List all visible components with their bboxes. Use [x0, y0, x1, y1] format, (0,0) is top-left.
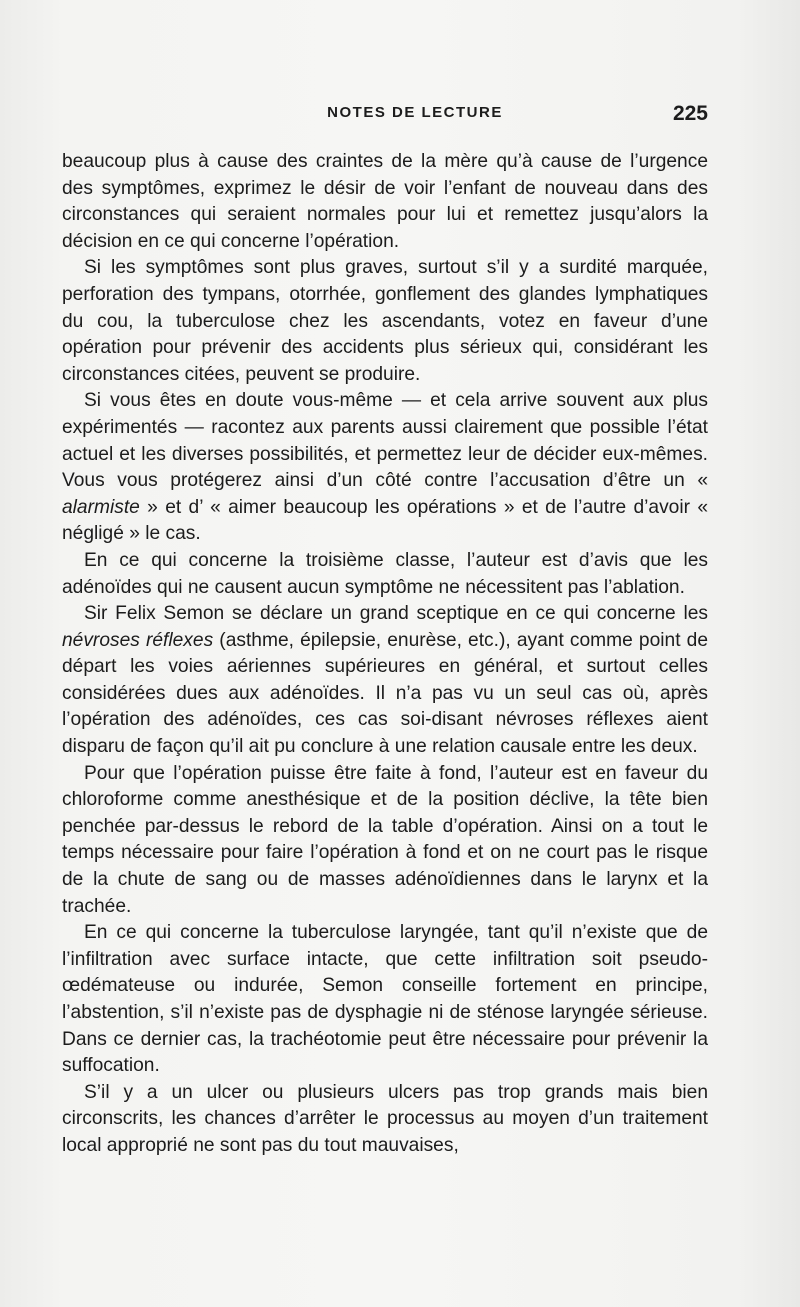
- running-title: NOTES DE LECTURE: [327, 104, 503, 121]
- paragraph: [62, 388, 708, 548]
- paragraph: Si les symptômes sont plus graves, surtout s’il y a surdité marquée, perforation des tympans, otorrhée, gonflement des glandes lymphatiques du cou, la tuberculose chez les ascendants, votez en faveur d’une opération pour prévenir des accidents plus sérieux qui, considérant les circonstances citées, peuvent se produire.: [62, 257, 708, 385]
- body-text: [62, 149, 708, 1160]
- paragraph: En ce qui concerne la tuberculose laryngée, tant qu’il n’existe que de l’infiltration avec surface intacte, que cette infiltration soit pseudo-œdémateuse ou indurée, Semon conseille fortement en principe, l’abstention, s’il n’existe pas de dysphagie ni de sténose laryngée sérieuse. Dans ce dernier cas, la trachéotomie peut être nécessaire pour prévenir la suffocation.: [62, 922, 708, 1077]
- paragraph: Pour que l’opération puisse être faite à fond, l’auteur est en faveur du chloroforme comme anesthésique et de la position déclive, la tête bien penchée par-dessus le rebord de la table d’opération. Ainsi on a tout le temps nécessaire pour faire l’opération à fond et on ne court pas le risque de la chute de sang ou de masses adénoïdiennes dans le larynx et la trachée.: [62, 762, 708, 917]
- paragraph: S’il y a un ulcer ou plusieurs ulcers pas trop grands mais bien circonscrits, les chances d’arrêter le processus au moyen d’un traitement local approprié ne sont pas du tout mauvaises,: [62, 1081, 708, 1156]
- paragraph: beaucoup plus à cause des craintes de la mère qu’à cause de l’urgence des symptômes, exprimez le désir de voir l’enfant de nouveau dans des circonstances qui seraient normales pour lui et remettez jusqu’alors la décision en ce qui concerne l’opération.: [62, 151, 708, 252]
- italic-term: alarmiste: [62, 496, 140, 518]
- paragraph: [62, 601, 708, 761]
- paragraph-text: Si vous êtes en doute vous-même — et cela arrive souvent aux plus expérimentés — racontez aux parents aussi clairement que possible l’état actuel et les diverses possibilités, et permettez leur de décider eux-mêmes. Vous vous protégerez ainsi d’un côté contre l’accusation d’être un «: [62, 390, 708, 492]
- paragraph-text: (asthme, épilepsie, enurèse, etc.), ayant comme point de départ les voies aériennes supérieures en général, et surtout celles considérées dues aux adénoïdes. Il n’a pas vu un seul cas où, après l’opération des adénoïdes, ces cas soi-disant névroses réflexes aient disparu de façon qu’il ait pu conclure à une relation causale entre les deux.: [62, 629, 708, 758]
- page-number: 225: [672, 102, 708, 125]
- paragraph: En ce qui concerne la troisième classe, l’auteur est d’avis que les adénoïdes qui ne causent aucun symptôme ne nécessitent pas l’ablation.: [62, 549, 708, 598]
- paragraph-text: » et d’ « aimer beaucoup les opérations » et de l’autre d’avoir « négligé » le cas.: [62, 496, 708, 545]
- paragraph-text: Sir Felix Semon se déclare un grand sceptique en ce qui concerne les: [84, 603, 708, 625]
- italic-term: névroses réflexes: [62, 629, 214, 651]
- page-header: [62, 104, 708, 128]
